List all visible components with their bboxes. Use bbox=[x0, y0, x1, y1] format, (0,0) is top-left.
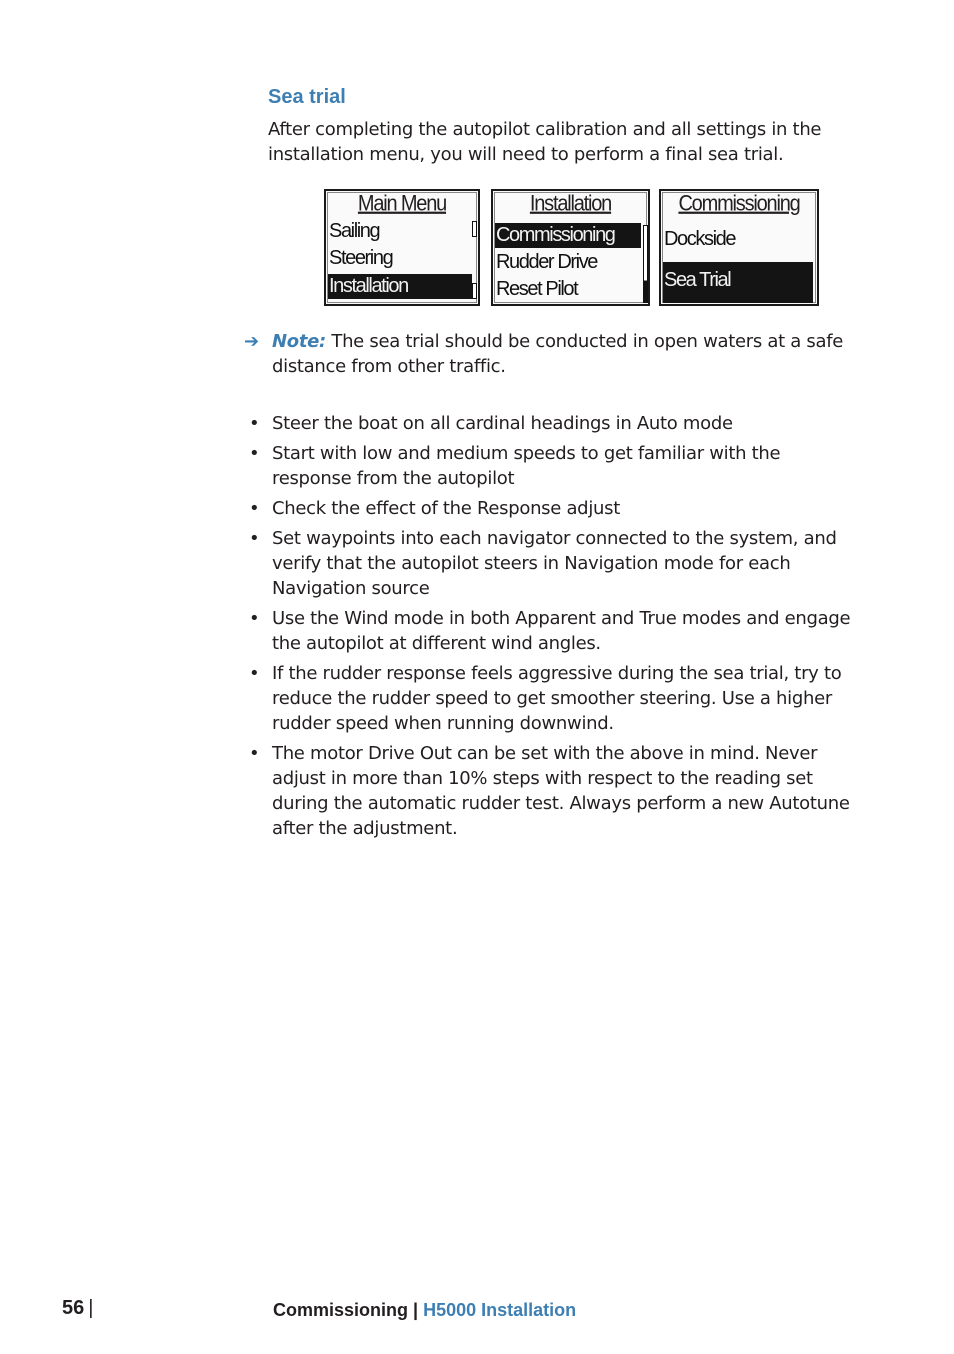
note-block bbox=[244, 329, 844, 379]
menu-item-commissioning: Commissioning bbox=[495, 223, 641, 248]
list-item: • If the rudder response feels aggressive during the sea trial, try to reduce the rudder speed to get smoother steering. Use a higher rudder speed when running downwind. bbox=[249, 663, 842, 734]
menu-item-sea-trial: Sea Trial bbox=[663, 262, 813, 303]
scrollbar-bottom bbox=[643, 225, 648, 303]
running-footer bbox=[273, 1300, 576, 1321]
page-number bbox=[62, 1297, 93, 1320]
note-text: The sea trial should be conducted in open waters at a safe distance from other traffic. bbox=[272, 331, 844, 377]
list-item: • Check the effect of the Response adjust bbox=[249, 498, 620, 519]
scrollbar-top bbox=[472, 221, 477, 237]
screen-title: Main Menu bbox=[357, 191, 447, 217]
menu-item-rudder-drive: Rudder Drive bbox=[496, 251, 598, 273]
bullet-icon: • bbox=[249, 443, 260, 464]
section-heading: Sea trial bbox=[268, 86, 346, 108]
footer-separator: | bbox=[413, 1300, 419, 1320]
page-number-value: 56 bbox=[62, 1297, 85, 1319]
note-body bbox=[244, 329, 844, 379]
bullet-icon: • bbox=[249, 413, 260, 434]
bullet-icon: • bbox=[249, 528, 260, 549]
list-item: • The motor Drive Out can be set with the above in mind. Never adjust in more than 10% steps with respect to the reading set during the automatic rudder test. Always perform a new Autotune after the adjustment. bbox=[249, 743, 850, 839]
list-item: • Start with low and medium speeds to get familiar with the response from the autopilot bbox=[249, 443, 781, 489]
menu-item-sailing: Sailing bbox=[329, 220, 380, 242]
menu-item-installation: Installation bbox=[328, 274, 472, 299]
intro-paragraph: After completing the autopilot calibration and all settings in the installation menu, you will need to perform a final sea trial. bbox=[268, 119, 822, 165]
commissioning-screen bbox=[659, 189, 819, 306]
arrow-right-icon: ➔ bbox=[244, 331, 259, 352]
screen-title: Installation bbox=[529, 191, 612, 217]
bullet-icon: • bbox=[249, 743, 260, 764]
list-item: • Use the Wind mode in both Apparent and True modes and engage the autopilot at different wind angles. bbox=[249, 608, 851, 654]
list-item: • Set waypoints into each navigator connected to the system, and verify that the autopilot steers in Navigation mode for each Navigation source bbox=[249, 528, 837, 599]
bullet-icon: • bbox=[249, 663, 260, 684]
scrollbar-bottom bbox=[472, 283, 477, 299]
footer-product: H5000 Installation bbox=[423, 1300, 577, 1320]
sea-trial-checklist bbox=[244, 411, 864, 846]
main-menu-screen bbox=[324, 189, 480, 306]
installation-screen bbox=[491, 189, 650, 306]
note-label: Note: bbox=[272, 331, 326, 352]
bullet-icon: • bbox=[249, 608, 260, 629]
menu-item-reset-pilot: Reset Pilot bbox=[496, 278, 578, 300]
footer-separator: | bbox=[88, 1297, 94, 1319]
menu-item-dockside: Dockside bbox=[664, 228, 736, 250]
screen-title: Commissioning bbox=[678, 191, 800, 217]
menu-item-steering: Steering bbox=[329, 247, 393, 269]
list-item: • Steer the boat on all cardinal headings in Auto mode bbox=[249, 413, 733, 434]
footer-chapter: Commissioning bbox=[273, 1300, 409, 1320]
bullet-icon: • bbox=[249, 498, 260, 519]
